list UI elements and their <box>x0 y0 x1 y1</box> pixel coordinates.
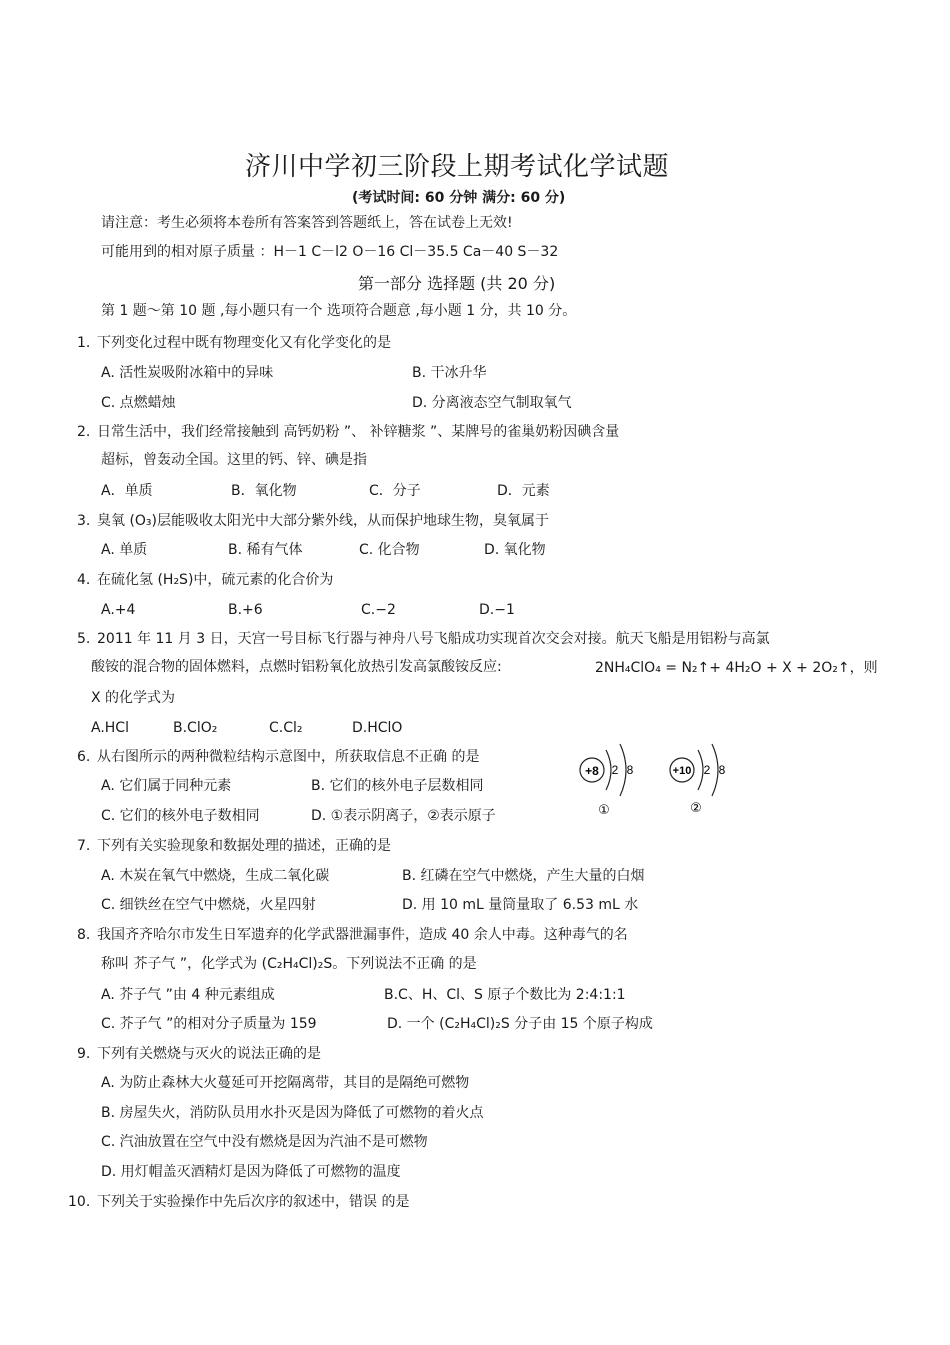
q8-option-c: C. 芥子气 ”的相对分子质量为 159 <box>101 1016 317 1032</box>
q6-option-c: C. 它们的核外电子数相同 <box>101 808 260 824</box>
q3-stem: 臭氧 (O₃)层能吸收太阳光中大部分紫外线，从而保护地球生物，臭氧属于 <box>97 513 550 529</box>
shell-arc-2b <box>712 744 718 796</box>
nucleus-label-2: +10 <box>672 765 692 777</box>
q10-stem: 下列关于实验操作中先后次序的叙述中，错误 的是 <box>97 1194 410 1210</box>
shell-count-2a: 2 <box>703 763 711 777</box>
q2-stem-line2: 超标，曾轰动全国。这里的钙、锌、碘是指 <box>101 452 367 468</box>
q5-option-b: B.ClO₂ <box>173 720 218 736</box>
q2-option-d: D．元素 <box>497 483 550 499</box>
q3-option-b: B. 稀有气体 <box>228 542 303 558</box>
q1-option-b: B. 干冰升华 <box>412 365 487 381</box>
q9-option-b: B. 房屋失火，消防队员用水扑灭是因为降低了可燃物的着火点 <box>101 1105 484 1121</box>
q8-stem-line2: 称叫 芥子气 ”，化学式为 (C₂H₄Cl)₂S。下列说法不正确 的是 <box>101 956 477 972</box>
q8-stem-line1: 我国齐齐哈尔市发生日军遗弃的化学武器泄漏事件，造成 40 余人中毒。这种毒气的名 <box>97 927 628 943</box>
q3-option-d: D. 氧化物 <box>484 542 546 558</box>
q5-number: 5. <box>77 631 91 647</box>
q10-number: 10. <box>68 1194 91 1210</box>
q5-option-d: D.HClO <box>352 720 403 736</box>
q1-stem: 下列变化过程中既有物理变化又有化学变化的是 <box>97 335 391 351</box>
q5-option-a: A.HCl <box>91 720 129 736</box>
q8-option-d: D. 一个 (C₂H₄Cl)₂S 分子由 15 个原子构成 <box>387 1016 653 1032</box>
instructions: 第 1 题～第 10 题 ,每小题只有一个 选项符合题意 ,每小题 1 分，共 10 分。 <box>101 303 577 319</box>
q6-option-d: D. ①表示阴离子，②表示原子 <box>311 808 496 824</box>
q6-stem: 从右图所示的两种微粒结构示意图中，所获取信息不正确 的是 <box>97 749 480 765</box>
q9-stem: 下列有关燃烧与灭火的说法正确的是 <box>97 1046 321 1062</box>
shell-arc-1a <box>606 750 611 790</box>
q3-option-c: C. 化合物 <box>359 542 420 558</box>
q7-option-d: D. 用 10 mL 量筒量取了 6.53 mL 水 <box>402 897 639 913</box>
q8-option-b: B.C、H、Cl、S 原子个数比为 2:4:1:1 <box>384 987 626 1003</box>
q7-option-c: C. 细铁丝在空气中燃烧，火星四射 <box>101 897 316 913</box>
nucleus-label-1: +8 <box>585 764 599 778</box>
q6-number: 6. <box>77 749 91 765</box>
q4-stem: 在硫化氢 (H₂S)中，硫元素的化合价为 <box>97 572 334 588</box>
q5-option-c: C.Cl₂ <box>269 720 303 736</box>
q3-option-a: A. 单质 <box>101 542 148 558</box>
atomic-mass-line: 可能用到的相对原子质量 ：H－1 C－l2 O－16 Cl－35.5 Ca－40 S－32 <box>101 244 559 260</box>
q9-option-d: D. 用灯帽盖灭酒精灯是因为降低了可燃物的温度 <box>101 1164 401 1180</box>
q4-number: 4. <box>77 572 91 588</box>
shell-count-1b: 8 <box>626 763 634 777</box>
q5-stem-line3: X 的化学式为 <box>91 690 176 706</box>
exam-title: 济川中学初三阶段上期考试化学试题 <box>245 152 670 182</box>
q2-option-c: C．分子 <box>369 483 421 499</box>
q6-option-a: A. 它们属于同种元素 <box>101 778 232 794</box>
particle-label-1: ① <box>598 803 610 818</box>
shell-arc-2a <box>698 750 703 790</box>
q1-number: 1. <box>77 335 91 351</box>
q8-number: 8. <box>77 927 91 943</box>
q8-option-a: A. 芥子气 ”由 4 种元素组成 <box>101 987 275 1003</box>
q5-stem-line1: 2011 年 11 月 3 日，天宫一号目标飞行器与神舟八号飞船成功实现首次交会对接。航天飞船是用铝粉与高氯 <box>97 631 770 647</box>
q2-option-a: A．单质 <box>101 483 153 499</box>
q5-equation: 2NH₄ClO₄ = N₂↑+ 4H₂O + X + 2O₂↑，则 <box>595 660 878 676</box>
q5-stem-line2: 酸铵的混合物的固体燃料，点燃时铝粉氧化放热引发高氯酸铵反应: <box>91 659 502 675</box>
shell-count-1a: 2 <box>611 763 619 777</box>
q7-option-a: A. 木炭在氧气中燃烧，生成二氧化碳 <box>101 868 330 884</box>
q4-option-a: A.+4 <box>101 602 136 618</box>
q9-number: 9. <box>77 1046 91 1062</box>
notice: 请注意：考生必须将本卷所有答案答到答题纸上，答在试卷上无效! <box>101 215 513 231</box>
q2-number: 2. <box>77 424 91 440</box>
q2-stem-line1: 日常生活中，我们经常接触到 高钙奶粉 ”、 补锌糖浆 ”、某牌号的雀巢奶粉因碘含量 <box>97 424 620 440</box>
q7-number: 7. <box>77 838 91 854</box>
q9-option-c: C. 汽油放置在空气中没有燃烧是因为汽油不是可燃物 <box>101 1134 428 1150</box>
q4-option-d: D.−1 <box>479 602 515 618</box>
section-title: 第一部分 选择题 (共 20 分) <box>358 274 556 293</box>
q6-option-b: B. 它们的核外电子层数相同 <box>311 778 484 794</box>
q3-number: 3. <box>77 513 91 529</box>
q4-option-b: B.+6 <box>228 602 263 618</box>
shell-count-2b: 8 <box>718 763 726 777</box>
q1-option-c: C. 点燃蜡烛 <box>101 395 176 411</box>
q4-option-c: C.−2 <box>361 602 396 618</box>
q1-option-d: D. 分离液态空气制取氧气 <box>412 395 572 411</box>
particle-structure-diagram <box>572 740 742 820</box>
q1-option-a: A. 活性炭吸附冰箱中的异味 <box>101 365 274 381</box>
q7-stem: 下列有关实验现象和数据处理的描述，正确的是 <box>97 838 391 854</box>
q2-option-b: B．氧化物 <box>231 483 297 499</box>
shell-arc-1b <box>620 744 626 796</box>
q9-option-a: A. 为防止森林大火蔓延可开挖隔离带，其目的是隔绝可燃物 <box>101 1075 470 1091</box>
q7-option-b: B. 红磷在空气中燃烧，产生大量的白烟 <box>402 868 645 884</box>
exam-info: (考试时间: 60 分钟 满分: 60 分) <box>352 190 566 206</box>
particle-label-2: ② <box>690 801 702 816</box>
